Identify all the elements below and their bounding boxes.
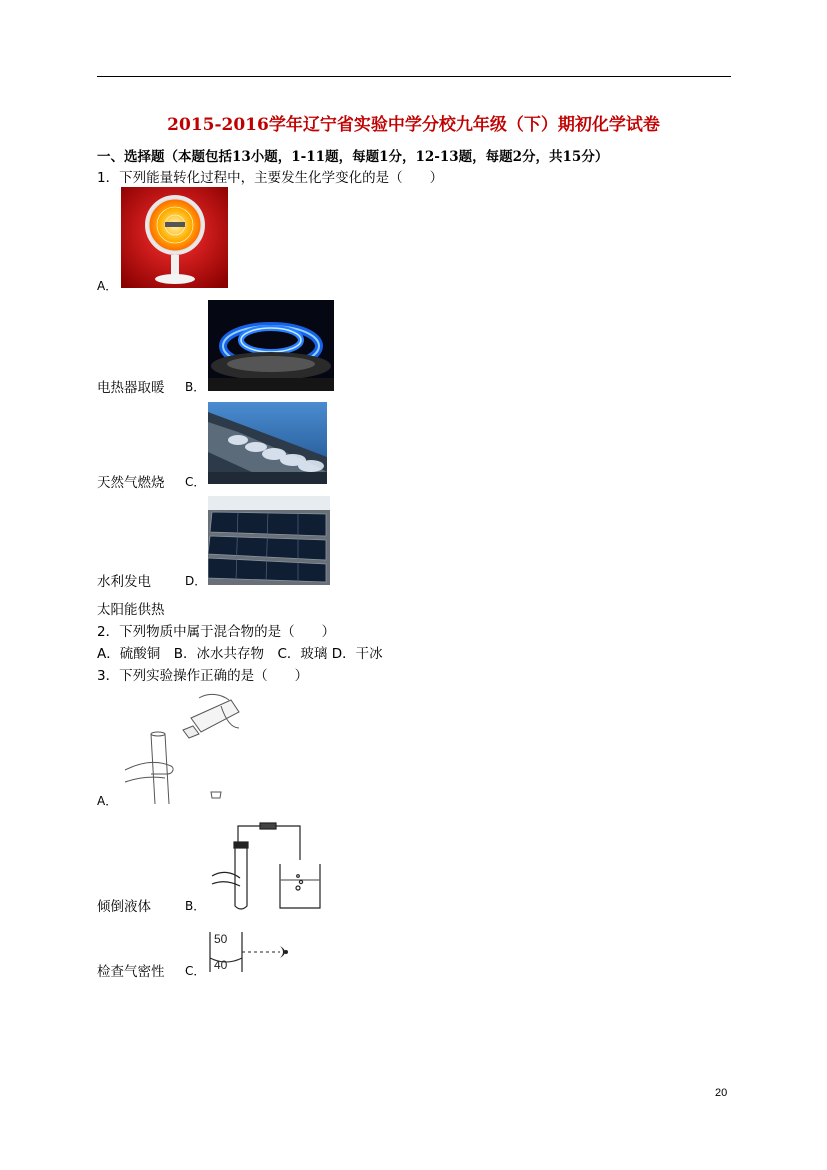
header-rule [97, 76, 731, 77]
q1-option-b-label: B． [185, 380, 206, 394]
pouring-liquid-illustration [121, 688, 246, 804]
solar-panel-image [208, 496, 330, 585]
q3-option-b-caption: 检查气密性 [97, 964, 165, 980]
section-heading: 一、选择题（本题包括13小题，1-11题，每题1分，12-13题，每题2分，共15分） [97, 149, 609, 165]
scale-label-bottom: 40 [214, 958, 228, 972]
q1-option-b-caption: 天然气燃烧 [97, 475, 165, 491]
q1-option-d-caption: 太阳能供热 [97, 602, 165, 618]
gas-flame-image [208, 300, 334, 391]
q1-option-c-caption: 水利发电 [97, 574, 151, 590]
q3-option-a-caption: 倾倒液体 [97, 899, 151, 915]
q1-option-a-label: A． [97, 279, 118, 293]
q3-option-a-label: A． [97, 794, 118, 808]
page-number: 20 [715, 1087, 728, 1099]
scale-label-top: 50 [214, 932, 228, 946]
q1-option-c-label: C． [185, 475, 206, 489]
hydropower-dam-image [208, 402, 327, 484]
airtightness-check-illustration [208, 820, 328, 912]
q1-option-d-label: D． [185, 574, 207, 588]
electric-heater-image [121, 187, 228, 288]
cylinder-reading-illustration [208, 930, 298, 976]
page-title: 2015-2016学年辽宁省实验中学分校九年级（下）期初化学试卷 [167, 115, 660, 135]
q3-option-c-label: C． [185, 964, 206, 978]
question-1-stem: 1．下列能量转化过程中，主要发生化学变化的是（ ） [97, 170, 444, 186]
q1-option-a-caption: 电热器取暖 [97, 380, 165, 396]
question-3-stem: 3．下列实验操作正确的是（ ） [97, 668, 309, 684]
question-2-stem: 2．下列物质中属于混合物的是（ ） [97, 624, 336, 640]
q3-option-b-label: B． [185, 899, 206, 913]
question-2-options: A．硫酸铜 B．冰水共存物 C．玻璃 D．干冰 [97, 646, 383, 662]
